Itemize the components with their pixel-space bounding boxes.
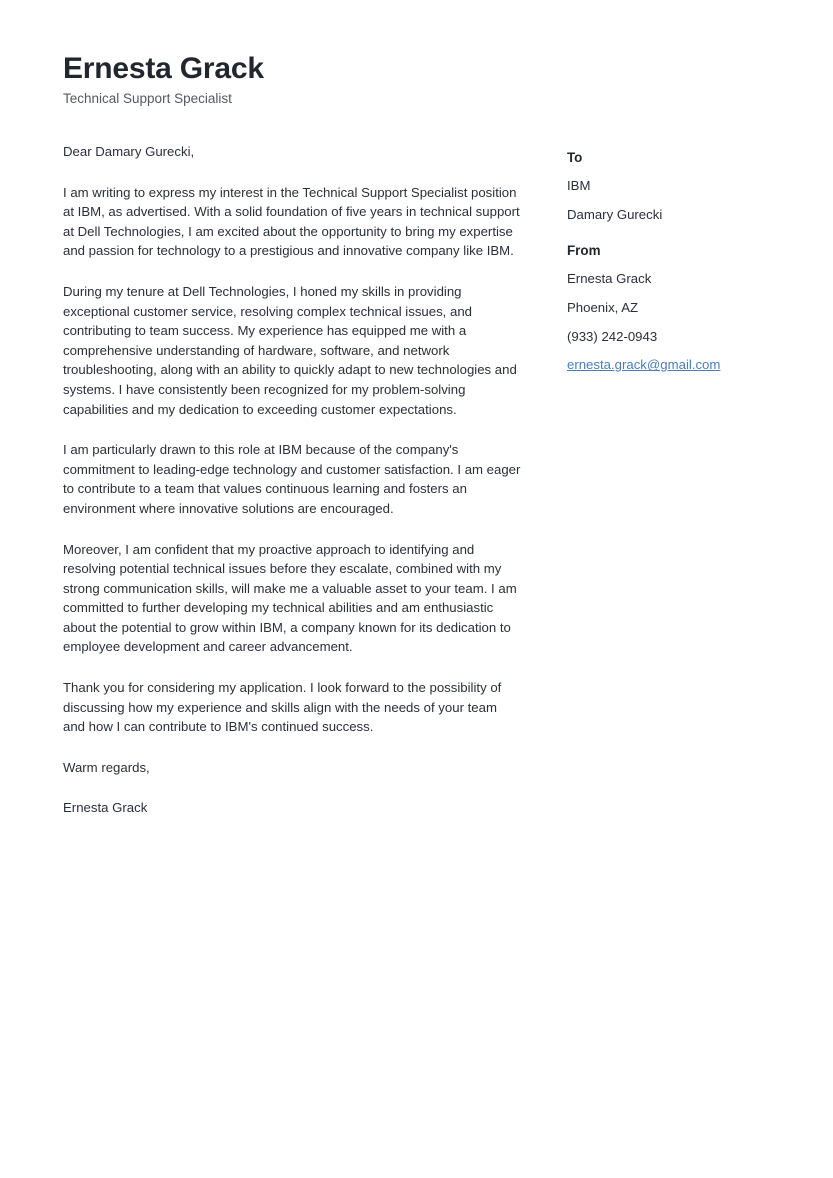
sender-email-line [567,357,787,373]
body-paragraph: Thank you for considering my application. I look forward to the possibility of discussing how my experience and skills align with the needs of your team and how I can contribute to IBM's continued success. [63,680,502,735]
sender-phone: (933) 242-0943 [567,328,658,344]
letter-body [63,142,521,818]
signature-name: Ernesta Grack [63,800,148,816]
letter-sidebar [567,150,787,373]
recipient-company: IBM [567,178,591,194]
from-heading: From [567,242,601,258]
sender-block [567,243,787,373]
to-heading: To [567,150,583,165]
body-paragraph: I am writing to express my interest in the Technical Support Specialist position at IBM, as advertised. With a solid foundation of five years in technical support at Dell Technologies, I am excited about the opportunity to bring my expertise and passion for technology to a prestigious and innovative company like IBM. [63,184,520,259]
applicant-job-title: Technical Support Specialist [63,90,232,106]
sender-location: Phoenix, AZ [567,299,639,315]
salutation: Dear Damary Gurecki, [63,144,195,159]
recipient-name: Damary Gurecki [567,206,663,222]
body-paragraph: During my tenure at Dell Technologies, I honed my skills in providing exceptional customer service, resolving complex technical issues, and contributing to team success. My experience has equipped me with a comprehensive understanding of hardware, software, and network troubleshooting, along with an ability to quickly adapt to new technologies and systems. I have consistently been recognized for my problem-solving capabilities and my dedication to exceeding customer expectations. [63,283,517,417]
sender-email-link[interactable]: ernesta.grack@gmail.com [567,357,721,373]
letter-header [63,52,663,107]
body-paragraph: I am particularly drawn to this role at IBM because of the company's commitment to leading-edge technology and customer satisfaction. I am eager to contribute to a team that values continuous learning and fosters an environment where innovative solutions are encouraged. [63,442,521,516]
closing-line: Warm regards, [63,759,150,775]
applicant-name: Ernesta Grack [63,52,264,85]
sender-name: Ernesta Grack [567,270,652,286]
recipient-block [567,150,787,223]
body-paragraph: Moreover, I am confident that my proactive approach to identifying and resolving potential technical issues before they escalate, combined with my strong communication skills, will make me a valuable asset to your team. I am committed to further developing my technical abilities and am enthusiastic about the potential to grow within IBM, a company known for its dedication to employee development and career advancement. [63,541,517,655]
